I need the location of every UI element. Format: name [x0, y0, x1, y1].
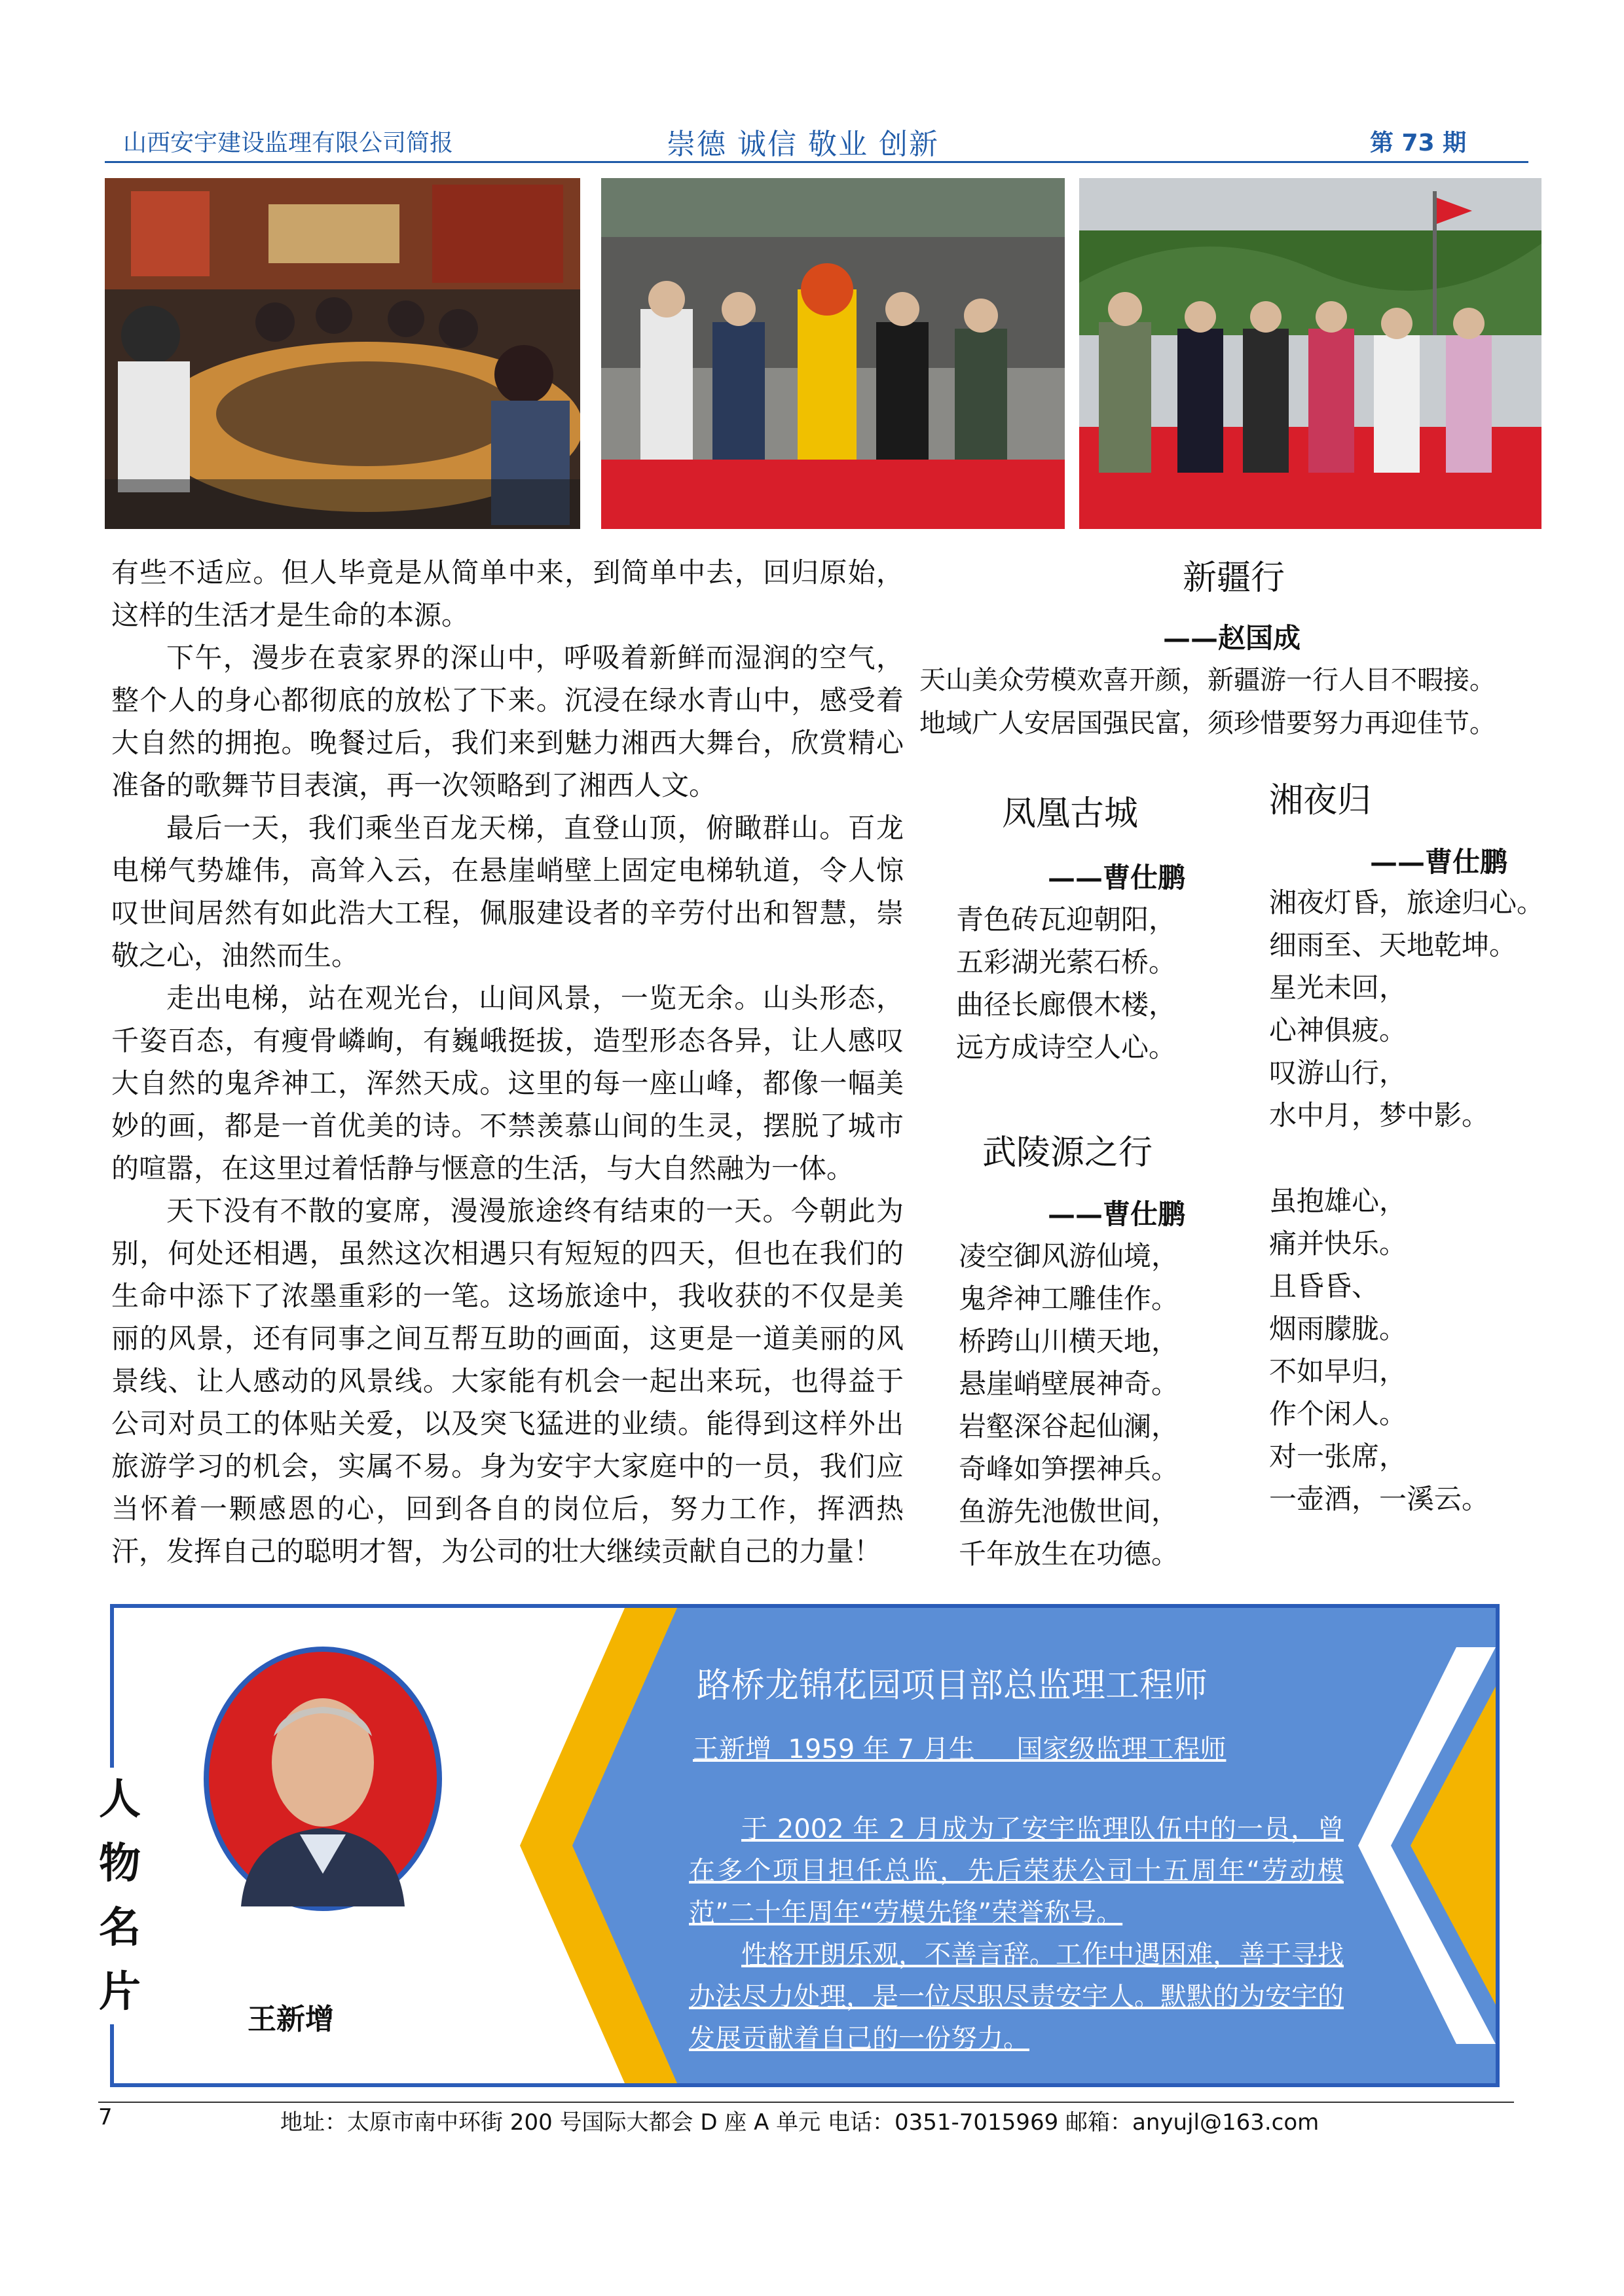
- label-char: 片: [99, 1968, 141, 2016]
- poem-body-fenghuang: [956, 898, 1176, 1068]
- header-rule: [105, 161, 1528, 163]
- poem-line: 远方成诗空人心。: [956, 1031, 1177, 1063]
- poem-title-xinjiang: 新疆行: [1183, 558, 1285, 598]
- profile-name: 王新增: [248, 2003, 334, 2036]
- poem-line: 鱼游先池傲世间，: [959, 1495, 1179, 1527]
- poem-body-wulingyuan: [959, 1235, 1179, 1575]
- label-char: 物: [99, 1840, 141, 1888]
- article-paragraph: 下午，漫步在袁家界的深山中，呼吸着新鲜而湿润的空气，整个人的身心都彻底的放松了下来。沉浸在绿水青山中，感受着大自然的拥抱。晚餐过后，我们来到魅力湘西大舞台，欣赏精心准备的歌舞节目表演，再一次领略到了湘西人文。: [111, 642, 904, 801]
- article-paragraph: 最后一天，我们乘坐百龙天梯，直登山顶，俯瞰群山。百龙电梯气势雄伟，高耸入云，在悬崖峭壁上固定电梯轨道，令人惊叹世间居然有如此浩大工程，佩服建设者的辛劳付出和智慧，崇敬之心，油然而生。: [111, 812, 904, 972]
- poem-line: 天山美众劳模欢喜开颜，新疆游一行人目不暇接。: [919, 665, 1496, 695]
- poem-line: 细雨至、天地乾坤。: [1269, 929, 1517, 961]
- poem-author-xiangye: ——曹仕鹏: [1370, 846, 1508, 878]
- poem-line: 桥跨山川横天地，: [959, 1325, 1179, 1357]
- poem-line: 虽抱雄心，: [1269, 1185, 1407, 1217]
- label-char: 人: [99, 1776, 141, 1824]
- poem-line: 鬼斧神工雕佳作。: [959, 1283, 1179, 1315]
- profile-paragraph: 于 2002 年 2 月成为了安宇监理队伍中的一员，曾在多个项目担任总监，先后荣获公司十五周年“劳动模范”二十年周年“劳模先锋”荣誉称号。: [689, 1814, 1344, 1928]
- poem-title-wulingyuan: 武陵源之行: [982, 1133, 1153, 1173]
- label-char: 名: [99, 1904, 141, 1952]
- poem-line: 对一张席，: [1269, 1440, 1407, 1472]
- poem-line: 凌空御风游仙境，: [959, 1240, 1179, 1272]
- photo-crowd-flowers: [601, 178, 1065, 529]
- poem-title-xiangye: 湘夜归: [1269, 781, 1372, 820]
- poem-line: 叹游山行，: [1269, 1057, 1407, 1089]
- poem-body-xiangye-stanza2: [1269, 1180, 1489, 1520]
- article-paragraph: 有些不适应。但人毕竟是从简单中来，到简单中去，回归原始，这样的生活才是生命的本源。: [111, 556, 904, 631]
- profile-description: [689, 1808, 1344, 2060]
- page-number: 7: [98, 2104, 113, 2130]
- poem-line: 曲径长廊偎木楼，: [956, 989, 1177, 1021]
- profile-paragraph: 性格开朗乐观，不善言辞。工作中遇困难，善于寻找办法尽力处理，是一位尽职尽责安宇人。默默的为安宇的发展贡献着自己的一份努力。: [689, 1940, 1344, 2054]
- poem-line: 作个闲人。: [1269, 1398, 1407, 1430]
- portrait-photo: [202, 1645, 444, 1913]
- poem-author-xinjiang: ——赵国成: [1163, 622, 1301, 654]
- poem-line: 痛并快乐。: [1269, 1228, 1407, 1260]
- profile-subtitle: 王新增 1959 年 7 月生 国家级监理工程师: [693, 1734, 1227, 1764]
- poem-line: 心神俱疲。: [1269, 1014, 1407, 1046]
- poem-author-fenghuang: ——曹仕鹏: [1048, 862, 1186, 894]
- photo-dinner: [105, 178, 580, 529]
- poem-author-wulingyuan: ——曹仕鹏: [1048, 1198, 1186, 1230]
- poem-line: 且昏昏、: [1269, 1270, 1380, 1302]
- poem-line: 一壶酒，一溪云。: [1269, 1483, 1490, 1515]
- poem-line: 千年放生在功德。: [959, 1538, 1179, 1570]
- poem-line: 水中月，梦中影。: [1269, 1099, 1490, 1131]
- poem-line: 五彩湖光萦石桥。: [956, 946, 1177, 978]
- poem-line: 不如早归，: [1269, 1355, 1407, 1387]
- article-paragraph: 走出电梯，站在观光台，山间风景，一览无余。山头形态，千姿百态，有瘦骨嶙峋，有巍峨挺拔，造型形态各异，让人感叹大自然的鬼斧神工，浑然天成。这里的每一座山峰，都像一幅美妙的画，都是一首优美的诗。不禁羡慕山间的生灵，摆脱了城市的喧嚣，在这里过着恬静与惬意的生活，与大自然融为一体。: [111, 982, 904, 1184]
- poem-line: 青色砖瓦迎朝阳，: [956, 903, 1177, 936]
- poem-line: 星光未回，: [1269, 972, 1407, 1004]
- travel-article: [111, 551, 904, 1573]
- poem-line: 岩壑深谷起仙澜，: [959, 1410, 1179, 1442]
- poem-line: 地域广人安居国强民富，须珍惜要努力再迎佳节。: [919, 708, 1496, 738]
- newsletter-title: 山西安宇建设监理有限公司简报: [123, 130, 454, 156]
- motto: 崇德 诚信 敬业 创新: [667, 128, 939, 161]
- poem-line: 悬崖峭壁展神奇。: [959, 1368, 1179, 1400]
- poem-body-xinjiang: [919, 659, 1561, 745]
- profile-title: 路桥龙锦花园项目部总监理工程师: [697, 1666, 1208, 1705]
- footer-rule: [98, 2102, 1514, 2103]
- poem-body-xiangye-stanza1: [1269, 881, 1544, 1137]
- poem-line: 烟雨朦胧。: [1269, 1313, 1407, 1345]
- issue-number: 第 73 期: [1370, 130, 1467, 156]
- poem-title-fenghuang: 凤凰古城: [1002, 794, 1139, 833]
- poem-line: 奇峰如笋摆神兵。: [959, 1453, 1179, 1485]
- article-paragraph: 天下没有不散的宴席，漫漫旅途终有结束的一天。今朝此为别，何处还相遇，虽然这次相遇只有短短的四天，但也在我们的生命中添下了浓墨重彩的一笔。这场旅途中，我收获的不仅是美丽的风景，还有同事之间互帮互助的画面，这更是一道美丽的风景线、让人感动的风景线。大家能有机会一起出来玩，也得益于公司对员工的体贴关爱，以及突飞猛进的业绩。能得到这样外出旅游学习的机会，实属不易。身为安宇大家庭中的一员，我们应当怀着一颗感恩的心，回到各自的岗位后，努力工作，挥洒热汗，发挥自己的聪明才智，为公司的壮大继续贡献自己的力量！: [111, 1195, 904, 1567]
- poem-line: 湘夜灯昏，旅途归心。: [1269, 886, 1545, 919]
- footer-contact: 地址：太原市南中环街 200 号国际大都会 D 座 A 单元 电话：0351-7015969 邮箱：anyujl@163.com: [280, 2109, 1320, 2136]
- photo-red-carpet: [1079, 178, 1541, 529]
- profile-section-label: [90, 1768, 149, 2024]
